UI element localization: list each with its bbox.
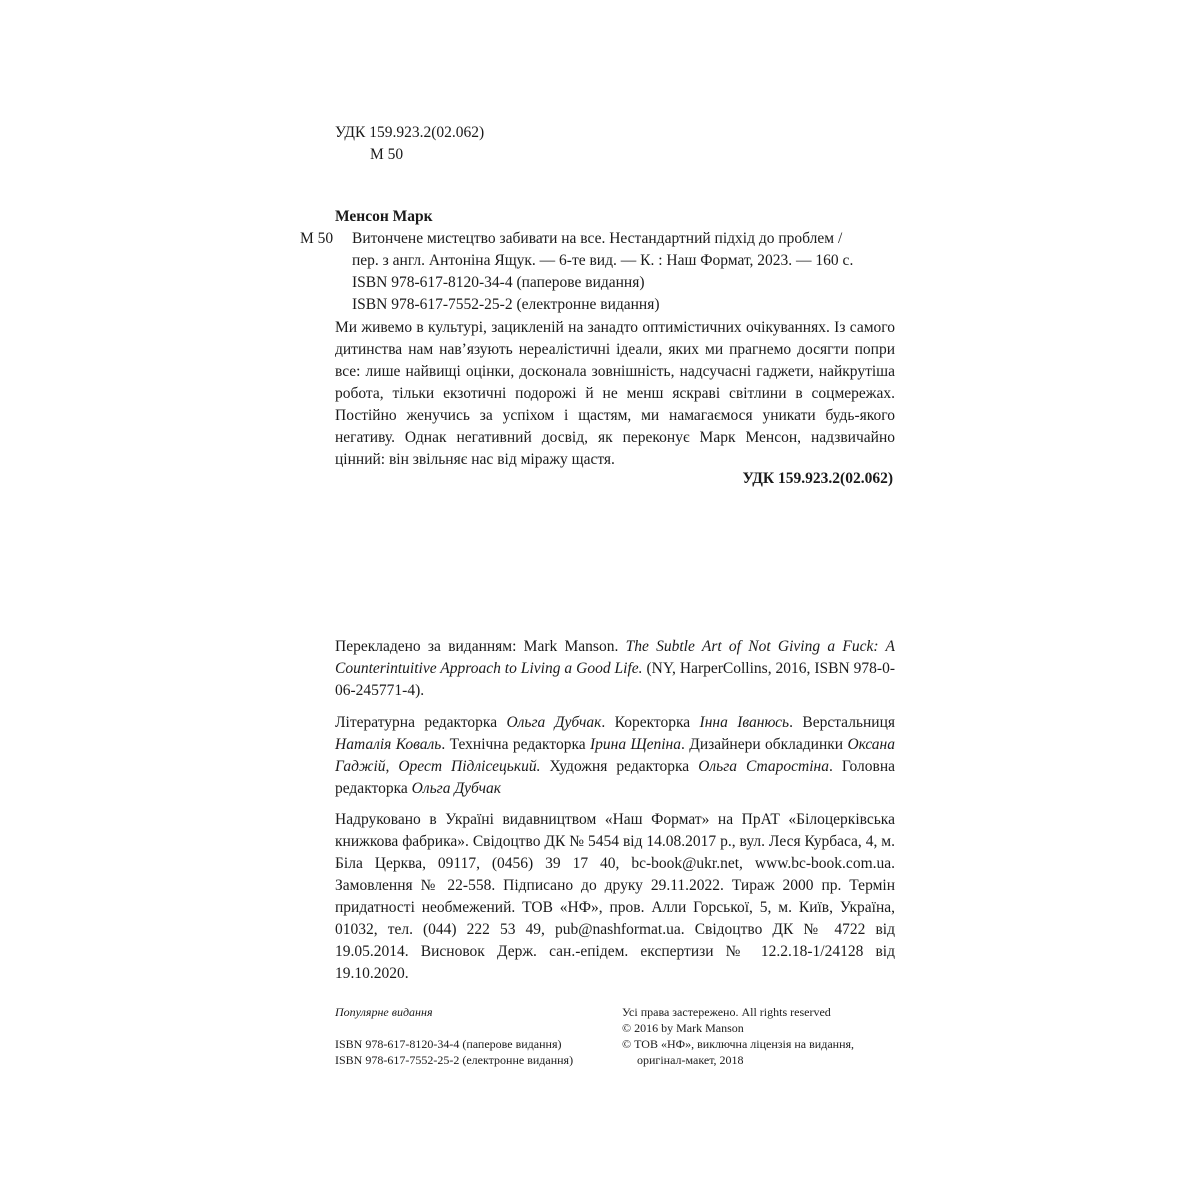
- author-mark-code: М 50: [370, 146, 404, 163]
- role-cover-designers: . Дизайнери обкладинки: [681, 736, 848, 753]
- footer-isbn-paper: ISBN 978-617-8120-34-4 (паперове видання): [335, 1037, 562, 1051]
- footer-isbn-electronic: ISBN 978-617-7552-25-2 (електронне видання): [335, 1053, 574, 1067]
- role-technical-editor: . Технічна редакторка: [441, 736, 590, 753]
- translated-suffix: (NY, HarperCollins, 2016, ISBN 978-0-06-245771-4).: [335, 660, 895, 699]
- popular-edition-label: Популярне видання: [335, 1005, 433, 1019]
- entry-mark: М 50: [300, 230, 334, 247]
- annotation-summary: Ми живемо в культурі, зацикленій на занадто оптимістичних очікуваннях. Із самого дитинства нам нав’язують нереалістичні ідеали, яких ми прагнемо досягти попри все: лише найвищі оцінки, досконала зовнішність, надсучасні гаджети, найкрутіша робота, тільки екзотичні подорожі й не менш яскраві світлини в соцмережах. Постійно женучись за успіхом і щастям, ми намагаємося уникати будь-якого негативу. Однак негативний досвід, як переконує Марк Менсон, надзвичайно цінний: він звільняє нас від міражу щастя.: [335, 319, 895, 468]
- name-layout: Наталія Коваль: [335, 736, 442, 753]
- name-proofreader: Інна Іванюсь: [699, 714, 790, 731]
- udk-code-top: УДК 159.923.2(02.062): [335, 124, 485, 141]
- role-proofreader: . Коректорка: [601, 714, 700, 731]
- translated-prefix: Перекладено за виданням: Mark Manson.: [335, 638, 626, 655]
- role-chief-editor: . Головна редакторка: [335, 758, 895, 797]
- role-layout: . Верстальниця: [789, 714, 896, 731]
- name-literary-editor: Ольга Дубчак: [506, 714, 602, 731]
- footer-right: [622, 1004, 902, 1068]
- translated-from: [335, 636, 895, 702]
- copyright-layout: оригінал-макет, 2018: [637, 1053, 744, 1067]
- author-name: Менсон Марк: [335, 208, 433, 225]
- role-literary-editor: Літературна редакторка: [335, 714, 507, 731]
- name-chief-editor: Ольга Дубчак: [411, 780, 502, 797]
- copyright-publisher: © ТОВ «НФ», виключна ліцензія на видання,: [622, 1037, 855, 1051]
- udk-classification: [335, 122, 895, 166]
- bibliographic-entry: [300, 228, 895, 316]
- name-technical-editor: Ірина Щепіна: [589, 736, 681, 753]
- editorial-credits: [335, 712, 895, 800]
- rights-reserved: Усі права застережено. All rights reserved: [622, 1005, 831, 1019]
- name-art-editor: Ольга Старостіна: [698, 758, 829, 775]
- isbn-paper: ISBN 978-617-8120-34-4 (паперове видання): [352, 274, 645, 291]
- udk-code-bottom: УДК 159.923.2(02.062): [742, 470, 893, 487]
- footer-left: [335, 1004, 605, 1068]
- name-cover-designers: Оксана Гаджій, Орест Підлісецький.: [335, 736, 895, 775]
- printing-info: Надруковано в Україні видавництвом «Наш Формат» на ПрАТ «Білоцерківська книжкова фабрика». Свідоцтво ДК № 5454 від 14.08.2017 р., вул. Леся Курбаса, 4, м. Біла Церква, 09117, (0456) 39 17 40, bc-book@ukr.net, www.bc-book.com.ua. Замовлення № 22-558. Підписано до друку 29.11.2022. Тираж 2000 пр. Термін придатності необмежений. ТОВ «НФ», пров. Алли Горської, 5, м. Київ, Україна, 01032, тел. (044) 222 53 49, pub@nashformat.ua. Свідоцтво ДК № 4722 від 19.05.2014. Висновок Держ. сан.-епідем. експертизи № 12.2.18-1/24128 від 19.10.2020.: [335, 811, 895, 982]
- entry-line-1: Витончене мистецтво забивати на все. Нестандартний підхід до проблем /: [352, 230, 843, 247]
- entry-line-2: пер. з англ. Антоніна Ящук. — 6-те вид. — К. : Наш Формат, 2023. — 160 с.: [352, 252, 854, 269]
- copyright-author: © 2016 by Mark Manson: [622, 1021, 744, 1035]
- role-art-editor: Художня редакторка: [540, 758, 699, 775]
- isbn-electronic: ISBN 978-617-7552-25-2 (електронне видання): [352, 296, 660, 313]
- original-title: The Subtle Art of Not Giving a Fuck: A Counterintuitive Approach to Living a Good Life.: [335, 638, 895, 677]
